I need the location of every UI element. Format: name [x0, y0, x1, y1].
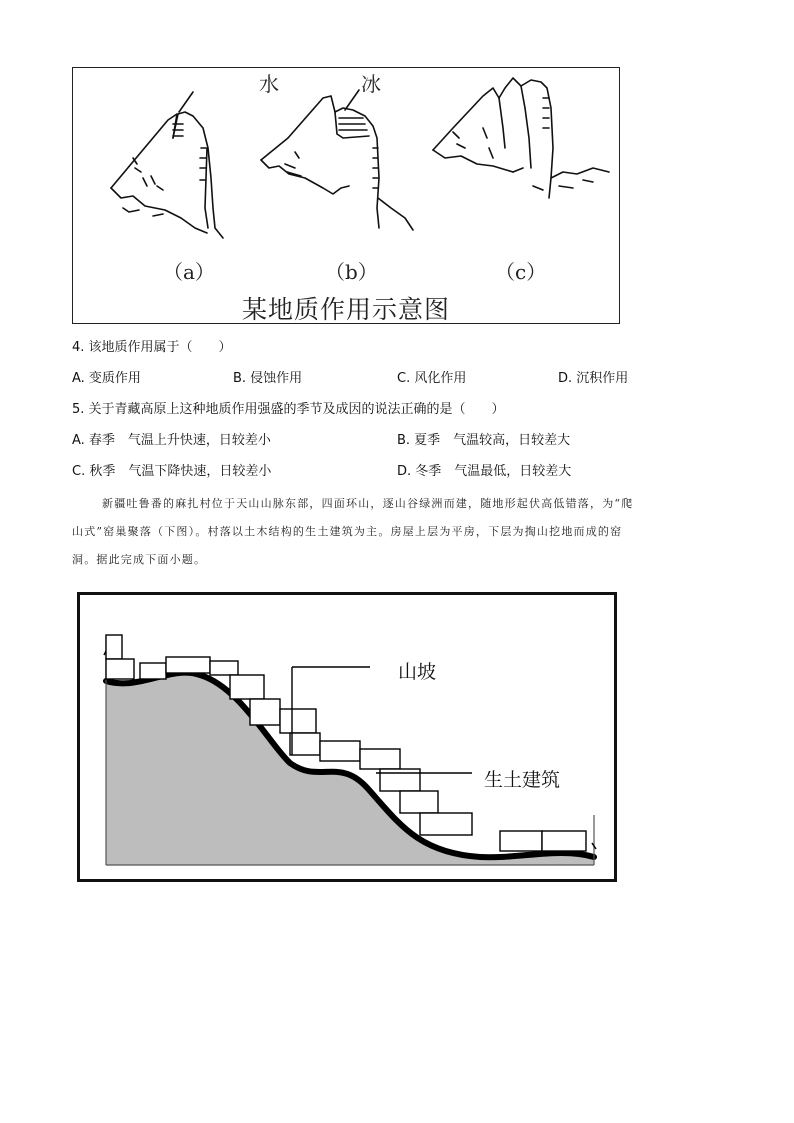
rock-a-icon	[111, 92, 223, 238]
label-earth-building: 生土建筑	[484, 769, 561, 791]
q5-option-b[interactable]: B. 夏季 气温较高，日较差大	[397, 433, 571, 448]
passage	[72, 490, 722, 574]
label-water: 水	[259, 72, 279, 96]
passage-line-3: 洞。据此完成下面小题。	[72, 553, 207, 566]
rock-c-icon	[433, 78, 609, 198]
q4-option-d[interactable]: D. 沉积作用	[558, 371, 629, 386]
passage-line-1: 新疆吐鲁番的麻扎村位于天山山脉东部，四面环山，逐山谷绿洲而建，随地形起伏高低错落，为“爬	[102, 497, 634, 510]
passage-line-2: 山式”窑巢聚落（下图）。村落以土木结构的生土建筑为主。房屋上层为平房，下层为掏山挖地而成的窑	[72, 525, 623, 538]
village-figure	[77, 592, 617, 882]
q4-option-b[interactable]: B. 侵蚀作用	[233, 371, 303, 386]
q5-stem: 5. 关于青藏高原上这种地质作用强盛的季节及成因的说法正确的是（ ）	[72, 402, 505, 417]
q5-option-c[interactable]: C. 秋季 气温下降快速，日较差小	[72, 464, 272, 479]
caption-a: （a）	[163, 260, 215, 284]
label-ice: 冰	[361, 72, 381, 96]
geology-illustration	[73, 68, 621, 325]
geology-figure	[72, 67, 620, 324]
rock-b-icon	[261, 90, 413, 230]
village-illustration	[80, 595, 614, 879]
q4-option-c[interactable]: C. 风化作用	[397, 371, 467, 386]
q4-stem: 4. 该地质作用属于（ ）	[72, 340, 232, 355]
label-slope: 山坡	[398, 661, 437, 683]
caption-c: （c）	[495, 260, 547, 284]
q5-option-a[interactable]: A. 春季 气温上升快速，日较差小	[72, 433, 271, 448]
q5-option-d[interactable]: D. 冬季 气温最低，日较差大	[397, 464, 572, 479]
figure-title: 某地质作用示意图	[241, 295, 450, 324]
q4-option-a[interactable]: A. 变质作用	[72, 371, 141, 386]
caption-b: （b）	[325, 260, 378, 284]
